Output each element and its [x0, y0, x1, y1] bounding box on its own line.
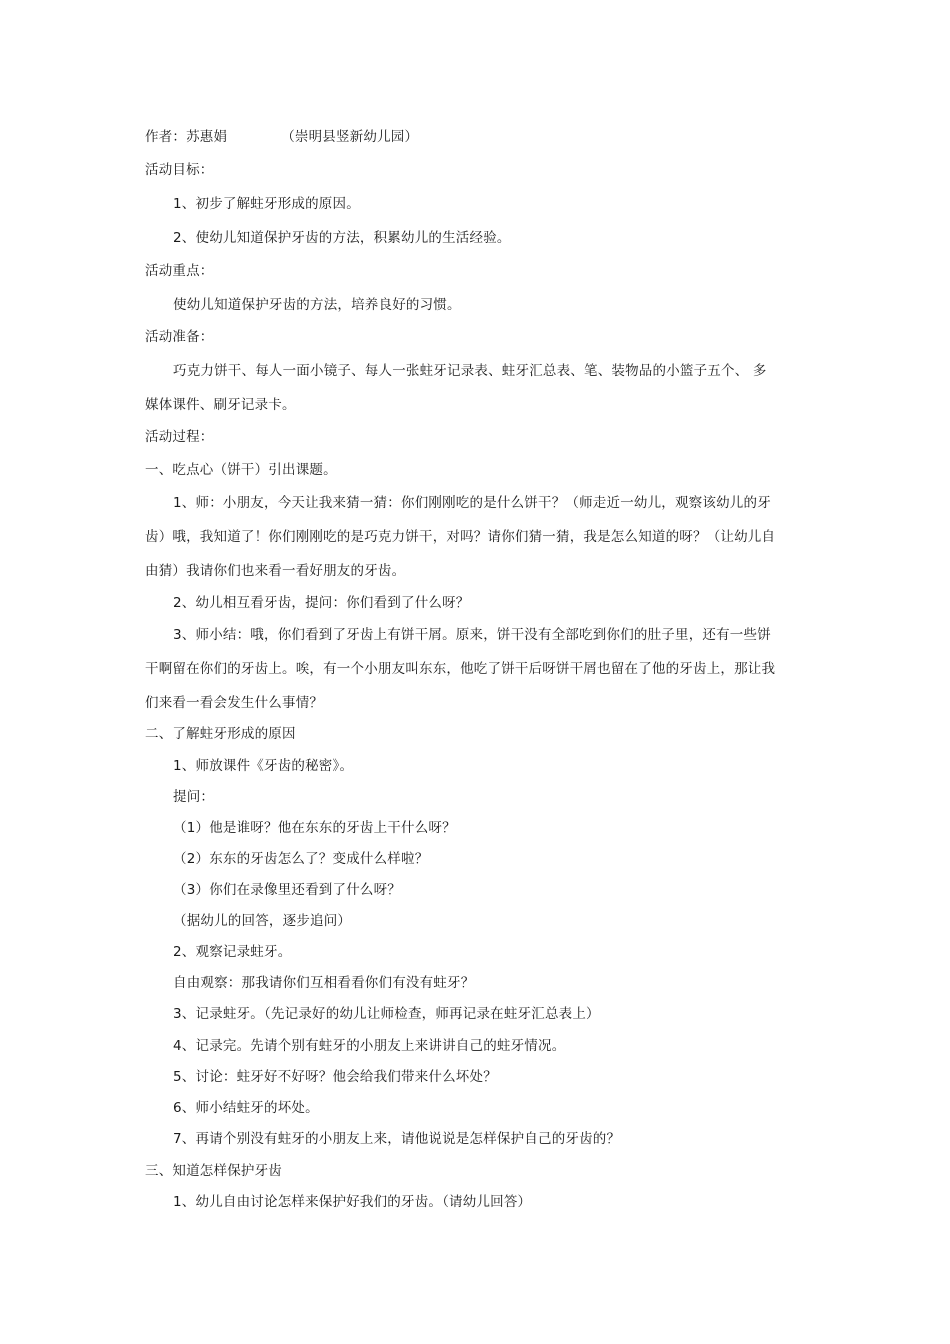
- part2-line: 6、师小结蛀牙的坏处。: [173, 1100, 319, 1116]
- part1-p3-line: 们来看一看会发生什么事情？: [145, 695, 324, 711]
- part2-line: （2）东东的牙齿怎么了？变成什么样啦？: [173, 851, 429, 867]
- focus-heading: 活动重点：: [145, 263, 214, 279]
- part3-title: 三、知道怎样保护牙齿: [145, 1163, 282, 1179]
- prep-heading: 活动准备：: [145, 329, 214, 345]
- part2-line: 3、记录蛀牙。（先记录好的幼儿让师检查，师再记录在蛀牙汇总表上）: [173, 1006, 600, 1022]
- part2-line: （据幼儿的回答，逐步追问）: [173, 913, 352, 929]
- part2-title: 二、了解蛀牙形成的原因: [145, 726, 296, 742]
- part2-line: 7、再请个别没有蛀牙的小朋友上来，请他说说是怎样保护自己的牙齿的？: [173, 1131, 621, 1147]
- part1-p1-line: 齿）哦，我知道了！你们刚刚吃的是巧克力饼干，对吗？请你们猜一猜，我是怎么知道的呀？（让幼儿自: [145, 529, 776, 545]
- part2-line: 自由观察：那我请你们互相看看你们有没有蛀牙？: [173, 975, 475, 991]
- part1-p1-line: 由猜）我请你们也来看一看好朋友的牙齿。: [145, 563, 406, 579]
- part2-line: 2、观察记录蛀牙。: [173, 944, 292, 960]
- part2-line: 4、记录完。先请个别有蛀牙的小朋友上来讲讲自己的蛀牙情况。: [173, 1038, 566, 1054]
- part2-line: 1、师放课件《牙齿的秘密》。: [173, 758, 354, 774]
- part1-title: 一、吃点心（饼干）引出课题。: [145, 462, 337, 478]
- goal-item: 2、使幼儿知道保护牙齿的方法，积累幼儿的生活经验。: [173, 230, 511, 246]
- author-name: 作者：苏惠娟: [145, 129, 228, 145]
- part1-p3-line: 干啊留在你们的牙齿上。唉，有一个小朋友叫东东，他吃了饼干后呀饼干屑也留在了他的牙齿上，那让我: [145, 661, 776, 677]
- prep-text-line-1: 巧克力饼干、每人一面小镜子、每人一张蛀牙记录表、蛀牙汇总表、笔、装物品的小篮子五个、 多: [173, 363, 767, 379]
- focus-text: 使幼儿知道保护牙齿的方法，培养良好的习惯。: [173, 297, 461, 313]
- part2-line: 5、讨论：蛀牙好不好呀？他会给我们带来什么坏处？: [173, 1069, 497, 1085]
- part1-p2: 2、幼儿相互看牙齿，提问：你们看到了什么呀？: [173, 595, 470, 611]
- prep-text-line-2: 媒体课件、刷牙记录卡。: [145, 397, 296, 413]
- part1-p3-line: 3、师小结：哦，你们看到了牙齿上有饼干屑。原来，饼干没有全部吃到你们的肚子里，还有一些饼: [173, 627, 771, 643]
- author-line: [145, 128, 418, 146]
- part2-line: （3）你们在录像里还看到了什么呀？: [173, 882, 401, 898]
- part1-p1-line: 1、师：小朋友，今天让我来猜一猜：你们刚刚吃的是什么饼干？（师走近一幼儿，观察该幼儿的牙: [173, 495, 771, 511]
- process-heading: 活动过程：: [145, 429, 214, 445]
- part2-line: （1）他是谁呀？他在东东的牙齿上干什么呀？: [173, 820, 456, 836]
- part3-line: 1、幼儿自由讨论怎样来保护好我们的牙齿。（请幼儿回答）: [173, 1194, 532, 1210]
- author-affiliation: （崇明县竖新幼儿园）: [281, 129, 419, 145]
- goal-item: 1、初步了解蛀牙形成的原因。: [173, 196, 360, 212]
- goals-heading: 活动目标：: [145, 162, 214, 178]
- part2-line: 提问：: [173, 789, 215, 805]
